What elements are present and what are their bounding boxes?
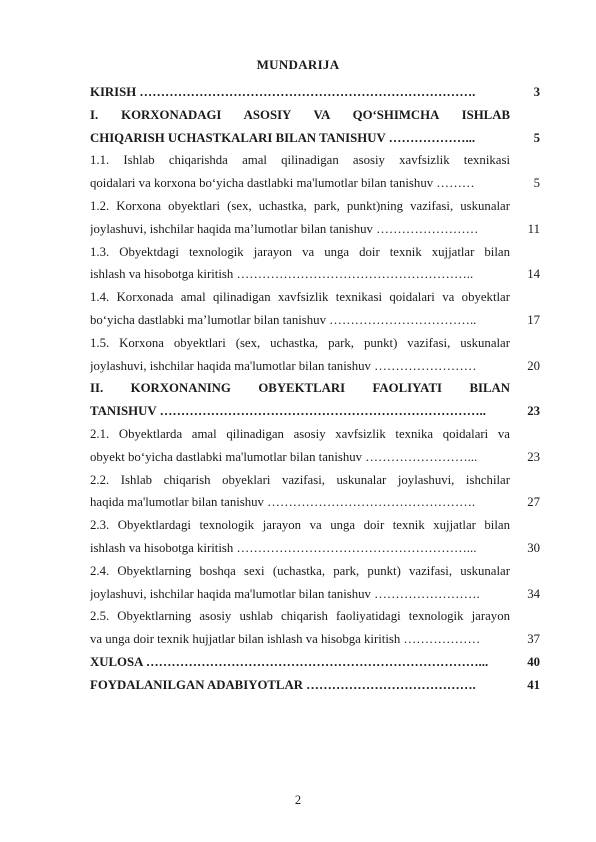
toc-entry-text: 2.3. Obyektlardagi texnologik jarayon va unga doir texnik xujjatlar bilan xyxy=(90,518,510,533)
toc-entry-page: 27 xyxy=(527,495,540,510)
toc-line xyxy=(90,560,540,583)
toc-entry-text: KIRISH ……………………………………………………………………. xyxy=(90,85,476,99)
toc-line xyxy=(90,286,540,309)
toc-entry-text: 1.1. Ishlab chiqarishda amal qilinadigan asosiy xavfsizlik texnikasi xyxy=(90,153,510,168)
toc-entry-text: 2.4. Obyektlarning boshqa sexi (uchastka, park, punkt) vazifasi, uskunalar xyxy=(90,563,510,578)
toc-entry[interactable] xyxy=(90,605,540,651)
toc-line xyxy=(90,149,540,172)
toc-entry-text: I. KORXONADAGI ASOSIY VA QO‘SHIMCHA ISHLAB xyxy=(90,107,510,122)
toc-entry-text: va unga doir texnik hujjatlar bilan ishlash va hisobga kiritish ……………… xyxy=(90,632,481,647)
toc-line xyxy=(90,491,540,514)
toc-line xyxy=(90,309,540,332)
toc-entry[interactable] xyxy=(90,104,540,150)
toc-entry[interactable] xyxy=(90,560,540,606)
toc-entry-text: 1.4. Korxonada amal qilinadigan xavfsizlik texnikasi qoidalari va obyektlar xyxy=(90,290,510,305)
toc-entry[interactable] xyxy=(90,332,540,378)
toc-line xyxy=(90,605,540,628)
toc-entry-text: 2.5. Obyektlarning asosiy ushlab chiqarish faoliyatidagi texnologik jarayon xyxy=(90,609,510,624)
toc-entry-page: 30 xyxy=(527,540,540,555)
toc-line xyxy=(90,81,540,104)
toc-entry-text: ishlash va hisobotga kiritish ……………………………………………….. xyxy=(90,267,474,282)
toc-entry-text: II. KORXONANING OBYEKTLARI FAOLIYATI BILAN xyxy=(90,381,510,396)
toc-entry[interactable] xyxy=(90,286,540,332)
toc-line xyxy=(90,355,540,378)
toc-line xyxy=(90,514,540,537)
toc-entry-page: 23 xyxy=(527,404,540,419)
toc-entry-text: TANISHUV ………………………………………………………………….. xyxy=(90,404,486,419)
toc-entry[interactable] xyxy=(90,514,540,560)
toc-entry-text: haqida ma'lumotlar bilan tanishuv …………………………………………. xyxy=(90,495,476,510)
toc-entry-text: bo‘yicha dastlabki ma’lumotlar bilan tanishuv …………………………….. xyxy=(90,312,477,327)
toc-line xyxy=(90,583,540,606)
toc-entry-page: 5 xyxy=(533,130,540,145)
toc-entry[interactable] xyxy=(90,651,540,674)
toc-entry-text: qoidalari va korxona bo‘yicha dastlabki ma'lumotlar bilan tanishuv ……… xyxy=(90,176,475,191)
toc-line xyxy=(90,263,540,286)
toc-entry-text: FOYDALANILGAN ADABIYOTLAR …………………………………. xyxy=(90,677,476,692)
toc-entry-page: 5 xyxy=(533,176,540,191)
toc-entry-text: 1.5. Korxona obyektlari (sex, uchastka, park, punkt) vazifasi, uskunalar xyxy=(90,335,510,350)
toc-entry-text: joylashuvi, ishchilar haqida ma'lumotlar bilan tanishuv …………………… xyxy=(90,358,477,373)
toc-entry-text: obyekt bo‘yicha dastlabki ma'lumotlar bilan tanishuv ……………………... xyxy=(90,449,478,464)
toc-entry[interactable] xyxy=(90,469,540,515)
toc-entry-page: 17 xyxy=(527,312,540,327)
toc-entry-text: XULOSA ……………………………………………………………………... xyxy=(90,654,489,669)
toc-entry-text: ishlash va hisobotga kiritish ………………………………………………... xyxy=(90,540,477,555)
toc-entry[interactable] xyxy=(90,195,540,241)
toc-entry-text: 2.1. Obyektlarda amal qilinadigan asosiy xavfsizlik texnika qoidalari va xyxy=(90,426,510,441)
toc-entry[interactable] xyxy=(90,241,540,287)
toc-line xyxy=(90,400,540,423)
toc-line xyxy=(90,469,540,492)
toc-entry-page: 11 xyxy=(527,221,540,236)
toc-entry-page: 40 xyxy=(527,654,540,669)
toc-entry-page: 23 xyxy=(527,449,540,464)
toc-entry-text: 1.3. Obyektdagi texnologik jarayon va unga doir texnik xujjatlar bilan xyxy=(90,244,510,259)
toc-line xyxy=(90,172,540,195)
toc-entry-page: 20 xyxy=(527,358,540,373)
toc-line xyxy=(90,104,540,127)
toc-entry-text: joylashuvi, ishchilar haqida ma’lumotlar bilan tanishuv …………………… xyxy=(90,221,479,236)
toc-entry-page: 3 xyxy=(533,85,540,99)
toc-line xyxy=(90,195,540,218)
toc-entry[interactable] xyxy=(90,149,540,195)
toc-entry[interactable] xyxy=(90,377,540,423)
toc-entry-page: 34 xyxy=(527,586,540,601)
page-number: 2 xyxy=(294,793,302,807)
toc-line xyxy=(90,628,540,651)
toc-entry-page: 14 xyxy=(527,267,540,282)
toc-entry-page: 37 xyxy=(527,632,540,647)
toc-entry-page: 41 xyxy=(527,677,540,692)
page-title: MUNDARIJA xyxy=(256,57,340,72)
toc-entry-text: 2.2. Ishlab chiqarish obyeklari vazifasi, uskunalar joylashuvi, ishchilar xyxy=(90,472,510,487)
toc-entry-text: 1.2. Korxona obyektlari (sex, uchastka, park, punkt)ning vazifasi, uskunalar xyxy=(90,198,510,213)
toc-entry[interactable] xyxy=(90,674,540,697)
toc-entry-text: CHIQARISH UCHASTKALARI BILAN TANISHUV ………………... xyxy=(90,130,476,145)
toc-line xyxy=(90,537,540,560)
toc-entry-text: joylashuvi, ishchilar haqida ma'lumotlar bilan tanishuv ……………………. xyxy=(90,586,480,601)
toc-line xyxy=(90,218,540,241)
toc-line xyxy=(90,651,540,674)
toc-line xyxy=(90,423,540,446)
toc-line xyxy=(90,446,540,469)
toc-line xyxy=(90,241,540,264)
toc-line xyxy=(90,377,540,400)
toc-entry[interactable] xyxy=(90,81,540,104)
table-of-contents xyxy=(90,81,540,697)
toc-entry[interactable] xyxy=(90,423,540,469)
toc-line xyxy=(90,674,540,697)
toc-line xyxy=(90,127,540,150)
toc-line xyxy=(90,332,540,355)
